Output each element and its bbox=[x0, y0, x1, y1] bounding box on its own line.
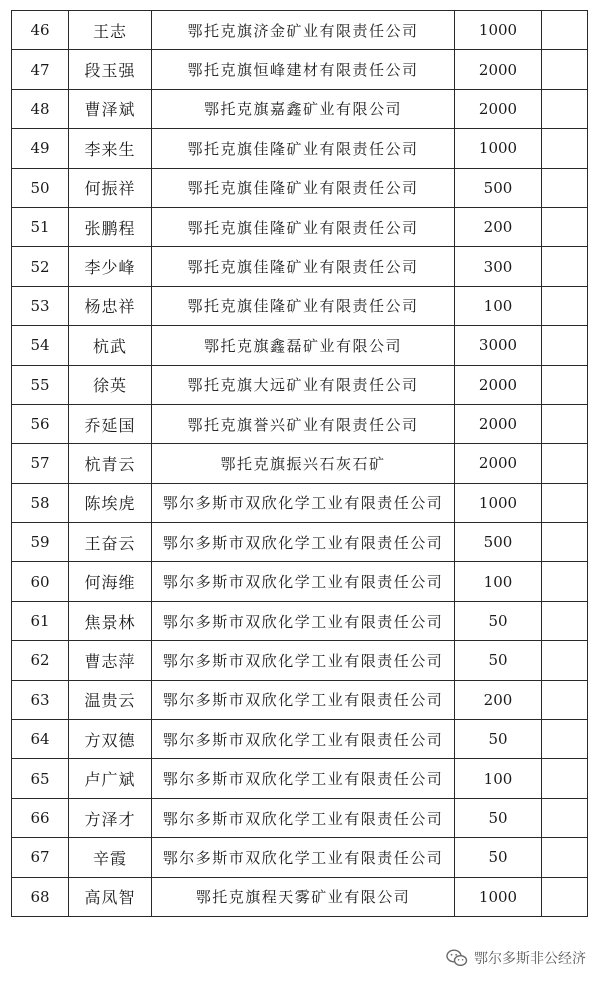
company-name: 鄂尔多斯市双欣化学工业有限责任公司 bbox=[152, 680, 455, 719]
remark-cell bbox=[542, 89, 588, 128]
remark-cell bbox=[542, 168, 588, 207]
donation-amount: 3000 bbox=[455, 326, 542, 365]
person-name: 李来生 bbox=[69, 129, 152, 168]
row-number: 54 bbox=[12, 326, 69, 365]
company-name: 鄂托克旗佳隆矿业有限责任公司 bbox=[152, 286, 455, 325]
donation-amount: 500 bbox=[455, 523, 542, 562]
remark-cell bbox=[542, 11, 588, 50]
table-row bbox=[12, 641, 588, 680]
table-row bbox=[12, 207, 588, 246]
donation-amount: 50 bbox=[455, 838, 542, 877]
remark-cell bbox=[542, 798, 588, 837]
row-number: 60 bbox=[12, 562, 69, 601]
company-name: 鄂托克旗恒峰建材有限责任公司 bbox=[152, 50, 455, 89]
remark-cell bbox=[542, 483, 588, 522]
company-name: 鄂尔多斯市双欣化学工业有限责任公司 bbox=[152, 523, 455, 562]
row-number: 46 bbox=[12, 11, 69, 50]
company-name: 鄂尔多斯市双欣化学工业有限责任公司 bbox=[152, 759, 455, 798]
row-number: 47 bbox=[12, 50, 69, 89]
person-name: 何海维 bbox=[69, 562, 152, 601]
row-number: 59 bbox=[12, 523, 69, 562]
remark-cell bbox=[542, 877, 588, 916]
company-name: 鄂托克旗佳隆矿业有限责任公司 bbox=[152, 207, 455, 246]
row-number: 64 bbox=[12, 720, 69, 759]
remark-cell bbox=[542, 326, 588, 365]
donation-amount: 200 bbox=[455, 680, 542, 719]
company-name: 鄂托克旗佳隆矿业有限责任公司 bbox=[152, 247, 455, 286]
donation-amount: 1000 bbox=[455, 483, 542, 522]
person-name: 何振祥 bbox=[69, 168, 152, 207]
row-number: 67 bbox=[12, 838, 69, 877]
table-row bbox=[12, 483, 588, 522]
row-number: 61 bbox=[12, 601, 69, 640]
remark-cell bbox=[542, 207, 588, 246]
remark-cell bbox=[542, 759, 588, 798]
person-name: 曹志萍 bbox=[69, 641, 152, 680]
company-name: 鄂尔多斯市双欣化学工业有限责任公司 bbox=[152, 562, 455, 601]
company-name: 鄂尔多斯市双欣化学工业有限责任公司 bbox=[152, 720, 455, 759]
donation-amount: 2000 bbox=[455, 89, 542, 128]
donation-amount: 300 bbox=[455, 247, 542, 286]
table-row bbox=[12, 877, 588, 916]
table-row bbox=[12, 365, 588, 404]
row-number: 53 bbox=[12, 286, 69, 325]
row-number: 51 bbox=[12, 207, 69, 246]
table-row bbox=[12, 50, 588, 89]
row-number: 66 bbox=[12, 798, 69, 837]
person-name: 王志 bbox=[69, 11, 152, 50]
row-number: 48 bbox=[12, 89, 69, 128]
company-name: 鄂托克旗济金矿业有限责任公司 bbox=[152, 11, 455, 50]
table-row bbox=[12, 720, 588, 759]
remark-cell bbox=[542, 129, 588, 168]
person-name: 温贵云 bbox=[69, 680, 152, 719]
donation-amount: 1000 bbox=[455, 129, 542, 168]
table-row bbox=[12, 601, 588, 640]
table-row bbox=[12, 286, 588, 325]
row-number: 68 bbox=[12, 877, 69, 916]
remark-cell bbox=[542, 601, 588, 640]
company-name: 鄂托克旗鑫磊矿业有限公司 bbox=[152, 326, 455, 365]
remark-cell bbox=[542, 286, 588, 325]
remark-cell bbox=[542, 720, 588, 759]
company-name: 鄂托克旗嘉鑫矿业有限公司 bbox=[152, 89, 455, 128]
company-name: 鄂托克旗佳隆矿业有限责任公司 bbox=[152, 168, 455, 207]
table-row bbox=[12, 247, 588, 286]
watermark bbox=[446, 948, 586, 968]
donation-amount: 1000 bbox=[455, 11, 542, 50]
company-name: 鄂托克旗大远矿业有限责任公司 bbox=[152, 365, 455, 404]
person-name: 方双德 bbox=[69, 720, 152, 759]
company-name: 鄂尔多斯市双欣化学工业有限责任公司 bbox=[152, 641, 455, 680]
table-row bbox=[12, 129, 588, 168]
company-name: 鄂托克旗振兴石灰石矿 bbox=[152, 444, 455, 483]
row-number: 63 bbox=[12, 680, 69, 719]
person-name: 方泽才 bbox=[69, 798, 152, 837]
remark-cell bbox=[542, 365, 588, 404]
person-name: 曹泽斌 bbox=[69, 89, 152, 128]
donation-amount: 50 bbox=[455, 601, 542, 640]
remark-cell bbox=[542, 641, 588, 680]
person-name: 卢广斌 bbox=[69, 759, 152, 798]
company-name: 鄂托克旗誉兴矿业有限责任公司 bbox=[152, 404, 455, 443]
donation-amount: 2000 bbox=[455, 365, 542, 404]
table-row bbox=[12, 89, 588, 128]
donation-amount: 100 bbox=[455, 562, 542, 601]
table-row bbox=[12, 523, 588, 562]
table-row bbox=[12, 11, 588, 50]
remark-cell bbox=[542, 838, 588, 877]
table-row bbox=[12, 759, 588, 798]
watermark-text: 鄂尔多斯非公经济 bbox=[474, 951, 586, 967]
row-number: 65 bbox=[12, 759, 69, 798]
table-row bbox=[12, 838, 588, 877]
person-name: 焦景林 bbox=[69, 601, 152, 640]
donation-amount: 100 bbox=[455, 759, 542, 798]
company-name: 鄂尔多斯市双欣化学工业有限责任公司 bbox=[152, 601, 455, 640]
remark-cell bbox=[542, 444, 588, 483]
donation-amount: 50 bbox=[455, 798, 542, 837]
row-number: 56 bbox=[12, 404, 69, 443]
donation-amount: 2000 bbox=[455, 50, 542, 89]
row-number: 57 bbox=[12, 444, 69, 483]
table-row bbox=[12, 168, 588, 207]
company-name: 鄂托克旗佳隆矿业有限责任公司 bbox=[152, 129, 455, 168]
wechat-icon bbox=[446, 949, 468, 967]
remark-cell bbox=[542, 680, 588, 719]
donation-amount: 100 bbox=[455, 286, 542, 325]
remark-cell bbox=[542, 523, 588, 562]
person-name: 徐英 bbox=[69, 365, 152, 404]
person-name: 张鹏程 bbox=[69, 207, 152, 246]
table-row bbox=[12, 404, 588, 443]
person-name: 杭青云 bbox=[69, 444, 152, 483]
table-body bbox=[12, 11, 588, 917]
table-row bbox=[12, 798, 588, 837]
row-number: 52 bbox=[12, 247, 69, 286]
person-name: 辛霞 bbox=[69, 838, 152, 877]
donation-amount: 500 bbox=[455, 168, 542, 207]
person-name: 李少峰 bbox=[69, 247, 152, 286]
table-row bbox=[12, 444, 588, 483]
table-row bbox=[12, 680, 588, 719]
person-name: 高凤智 bbox=[69, 877, 152, 916]
company-name: 鄂尔多斯市双欣化学工业有限责任公司 bbox=[152, 838, 455, 877]
company-name: 鄂尔多斯市双欣化学工业有限责任公司 bbox=[152, 798, 455, 837]
person-name: 陈埃虎 bbox=[69, 483, 152, 522]
row-number: 62 bbox=[12, 641, 69, 680]
company-name: 鄂尔多斯市双欣化学工业有限责任公司 bbox=[152, 483, 455, 522]
donation-amount: 200 bbox=[455, 207, 542, 246]
donation-table bbox=[11, 10, 588, 917]
person-name: 杭武 bbox=[69, 326, 152, 365]
row-number: 58 bbox=[12, 483, 69, 522]
donation-amount: 2000 bbox=[455, 444, 542, 483]
table-row bbox=[12, 562, 588, 601]
remark-cell bbox=[542, 562, 588, 601]
donation-amount: 50 bbox=[455, 720, 542, 759]
donation-amount: 50 bbox=[455, 641, 542, 680]
row-number: 49 bbox=[12, 129, 69, 168]
table-row bbox=[12, 326, 588, 365]
person-name: 乔延国 bbox=[69, 404, 152, 443]
row-number: 50 bbox=[12, 168, 69, 207]
person-name: 杨忠祥 bbox=[69, 286, 152, 325]
person-name: 王奋云 bbox=[69, 523, 152, 562]
remark-cell bbox=[542, 404, 588, 443]
person-name: 段玉强 bbox=[69, 50, 152, 89]
donation-amount: 1000 bbox=[455, 877, 542, 916]
row-number: 55 bbox=[12, 365, 69, 404]
company-name: 鄂托克旗程天雾矿业有限公司 bbox=[152, 877, 455, 916]
donation-amount: 2000 bbox=[455, 404, 542, 443]
remark-cell bbox=[542, 247, 588, 286]
remark-cell bbox=[542, 50, 588, 89]
